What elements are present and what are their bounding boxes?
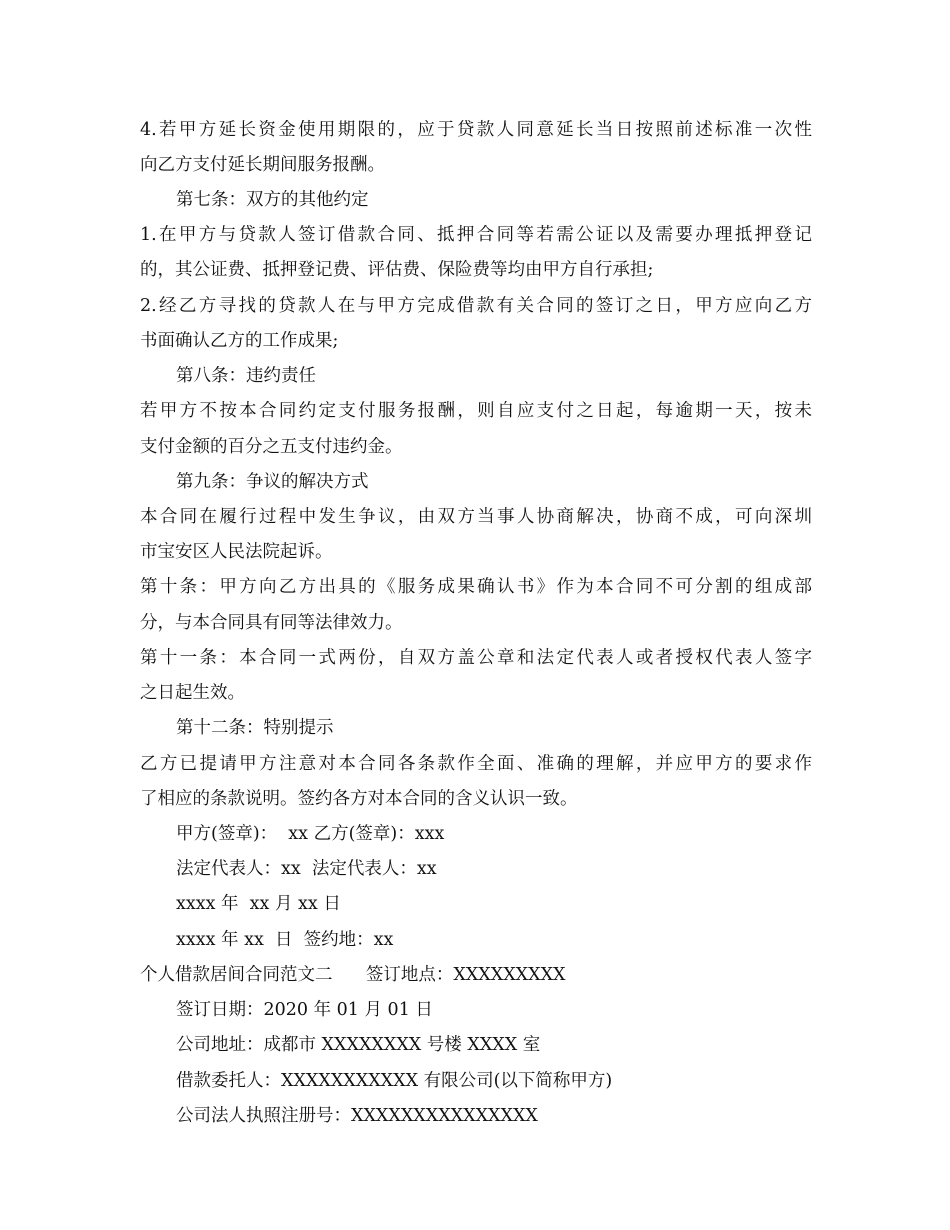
section-heading: 第十二条：特别提示: [176, 718, 334, 738]
signature-line: 法定代表人：xx 法定代表人：xx: [176, 859, 437, 879]
text-line: 第十一条：本合同一式两份，自双方盖公章和法定代表人或者授权代表人签字: [140, 648, 812, 668]
text-line: 签订日期：2020 年 01 月 01 日: [176, 1000, 433, 1020]
text-line: 公司法人执照注册号：XXXXXXXXXXXXXXX: [176, 1106, 538, 1126]
text-line: 若甲方不按本合同约定支付服务报酬，则自应支付之日起，每逾期一天，按未: [140, 401, 812, 421]
text-line: 支付金额的百分之五支付违约金。: [140, 437, 403, 457]
text-line: 第十条：甲方向乙方出具的《服务成果确认书》作为本合同不可分割的组成部: [140, 577, 812, 597]
text-line: 1.在甲方与贷款人签订借款合同、抵押合同等若需公证以及需要办理抵押登记: [140, 225, 812, 245]
text-line: 的，其公证费、抵押登记费、评估费、保险费等均由甲方自行承担;: [140, 260, 654, 280]
text-line: 分，与本合同具有同等法律效力。: [140, 613, 403, 633]
section-heading: 第七条：双方的其他约定: [176, 190, 369, 210]
text-line: 本合同在履行过程中发生争议，由双方当事人协商解决，协商不成，可向深圳: [140, 507, 812, 527]
signature-line: 甲方(签章)： xx 乙方(签章)：xxx: [176, 824, 445, 844]
text-line: 2.经乙方寻找的贷款人在与甲方完成借款有关合同的签订之日，甲方应向乙方: [140, 296, 812, 316]
text-line: 借款委托人：XXXXXXXXXXX 有限公司(以下简称甲方): [176, 1071, 613, 1091]
text-line: 市宝安区人民法院起诉。: [140, 542, 333, 562]
text-line: 书面确认乙方的工作成果;: [140, 331, 339, 351]
section-heading: 第八条：违约责任: [176, 366, 316, 386]
text-line: 公司地址：成都市 XXXXXXXX 号楼 XXXX 室: [176, 1035, 541, 1055]
text-line: 了相应的条款说明。签约各方对本合同的含义认识一致。: [140, 789, 578, 809]
text-line: 之日起生效。: [140, 683, 245, 703]
date-line: xxxx 年 xx 月 xx 日: [176, 894, 341, 914]
text-line: 4.若甲方延长资金使用期限的，应于贷款人同意延长当日按照前述标准一次性: [140, 120, 812, 140]
section-heading: 第九条：争议的解决方式: [176, 472, 369, 492]
date-line: xxxx 年 xx 日 签约地：xx: [176, 930, 394, 950]
text-line: 乙方已提请甲方注意对本合同各条款作全面、准确的理解，并应甲方的要求作: [140, 754, 812, 774]
document-title: 个人借款居间合同范文二 签订地点：XXXXXXXXX: [140, 965, 566, 985]
text-line: 向乙方支付延长期间服务报酬。: [140, 155, 385, 175]
